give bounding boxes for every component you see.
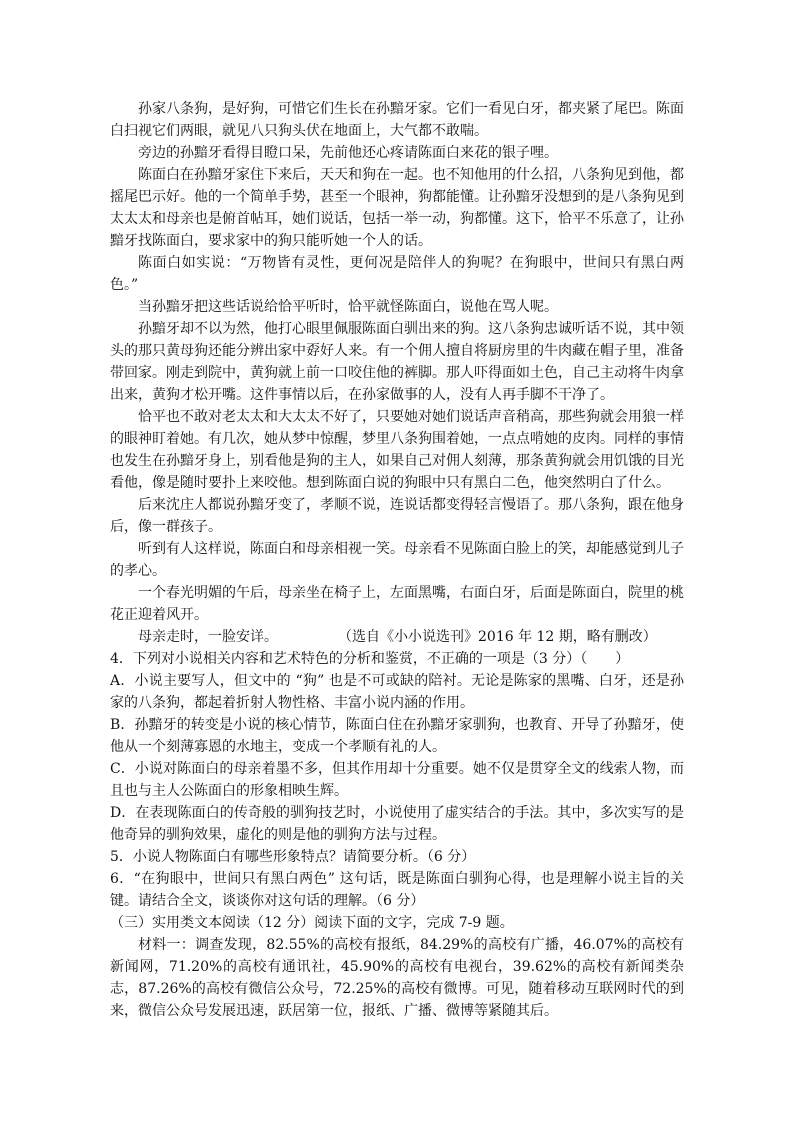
- question-option-b: B．孙黯牙的转变是小说的核心情节，陈面白住在孙黯牙家驯狗，也教育、开导了孙黯牙，使他从一个刻薄寡恩的水地主，变成一个孝顺有礼的人。: [110, 717, 684, 755]
- story-paragraph: 后来沈庄人都说孙黯牙变了，孝顺不说，连说话都变得轻言慢语了。那八条狗，跟在他身后，像一群孩子。: [110, 497, 684, 535]
- question-option-c: C．小说对陈面白的母亲着墨不多，但其作用却十分重要。她不仅是贯穿全文的线索人物，而且也与主人公陈面白的形象相映生辉。: [110, 761, 684, 799]
- story-paragraph: 孙黯牙却不以为然，他打心眼里佩服陈面白驯出来的狗。这八条狗忠诚听话不说，其中领头的那只黄母狗还能分辨出家中孬好人来。有一个佣人擅自将厨房里的牛肉藏在帽子里，准备带回家。刚走到院中，黄狗就上前一口咬住他的裤脚。那人吓得面如土色，自己主动将牛肉拿出来，黄狗才松开嘴。这件事情以后，在孙家做事的人，没有人再手脚不干净了。: [110, 321, 684, 403]
- story-paragraph: 当孙黯牙把这些话说给恰平听时，恰平就怪陈面白，说他在骂人呢。: [138, 299, 558, 315]
- closing-sentence: 母亲走时，一脸安详。: [138, 629, 278, 645]
- section-heading: （三）实用类文本阅读（12 分）阅读下面的文字，完成 7-9 题。: [110, 915, 514, 931]
- story-paragraph: 孙家八条狗，是好狗，可惜它们生长在孙黯牙家。它们一看见白牙，都夹紧了尾巴。陈面白扫视它们两眼，就见八只狗头伏在地面上，大气都不敢喘。: [110, 101, 684, 139]
- story-paragraph: 一个春光明媚的午后，母亲坐在椅子上，左面黑嘴，右面白牙，后面是陈面白，院里的桃花正迎着风开。: [110, 585, 684, 623]
- question-option-a: A．小说主要写人，但文中的 “狗” 也是不可或缺的陪衬。无论是陈家的黑嘴、白牙，还是孙家的八条狗，都起着折射人物性格、丰富小说内涵的作用。: [110, 673, 684, 711]
- story-paragraph: 陈面白如实说：“万物皆有灵性，更何况是陪伴人的狗呢？在狗眼中，世间只有黑白两色。”: [110, 255, 684, 293]
- story-paragraph: 恰平也不敢对老太太和大太太不好了，只要她对她们说话声音稍高，那些狗就会用狼一样的眼神盯着她。有几次，她从梦中惊醒，梦里八条狗围着她，一点点啃她的皮肉。同样的事情也发生在孙黯牙身上，别看他是狗的主人，如果自己对佣人刻薄，那条黄狗就会用饥饿的目光看他，像是随时要扑上来咬他。想到陈面白说的狗眼中只有黑白二色，他突然明白了什么。: [110, 409, 684, 491]
- story-paragraph: 陈面白在孙黯牙家住下来后，天天和狗在一起。也不知他用的什么招，八条狗见到他，都摇尾巴示好。他的一个简单手势，甚至一个眼神，狗都能懂。让孙黯牙没想到的是八条狗见到太太太和母亲也是俯首帖耳，她们说话，包括一举一动，狗都懂。这下，恰平不乐意了，让孙黯牙找陈面白，要求家中的狗只能听她一个人的话。: [110, 167, 684, 249]
- material-paragraph: 材料一：调查发现，82.55%的高校有报纸，84.29%的高校有广播，46.07%的高校有新闻网，71.20%的高校有通讯社，45.90%的高校有电视台，39.62%的高校有新闻类杂志，87.26%的高校有微信公众号，72.25%的高校有微博。可见，随着移动互联网时代的到来，微信公众号发展迅速，跃居第一位，报纸、广播、微博等紧随其后。: [110, 937, 684, 1019]
- story-paragraph: 听到有人这样说，陈面白和母亲相视一笑。母亲看不见陈面白脸上的笑，却能感觉到儿子的孝心。: [110, 541, 684, 579]
- question-4-stem: 4．下列对小说相关内容和艺术特色的分析和鉴赏，不正确的一项是（3 分）（ ）: [110, 651, 630, 667]
- document-page: [110, 98, 684, 1022]
- source-citation: （选自《小小说选刊》2016 年 12 期，略有删改）: [338, 629, 657, 645]
- question-5: 5．小说人物陈面白有哪些形象特点？请简要分析。（6 分）: [110, 849, 476, 865]
- question-6: 6．“在狗眼中，世间只有黑白两色” 这句话，既是陈面白驯狗心得，也是理解小说主旨的关键。请结合全文，谈谈你对这句话的理解。（6 分）: [110, 871, 684, 909]
- question-option-d: D．在表现陈面白的传奇般的驯狗技艺时，小说使用了虚实结合的手法。其中，多次实写的是他奇异的驯狗效果，虚化的则是他的驯狗方法与过程。: [110, 805, 684, 843]
- source-line: [110, 626, 684, 648]
- story-paragraph: 旁边的孙黯牙看得目瞪口呆，先前他还心疼请陈面白来花的银子哩。: [138, 145, 558, 161]
